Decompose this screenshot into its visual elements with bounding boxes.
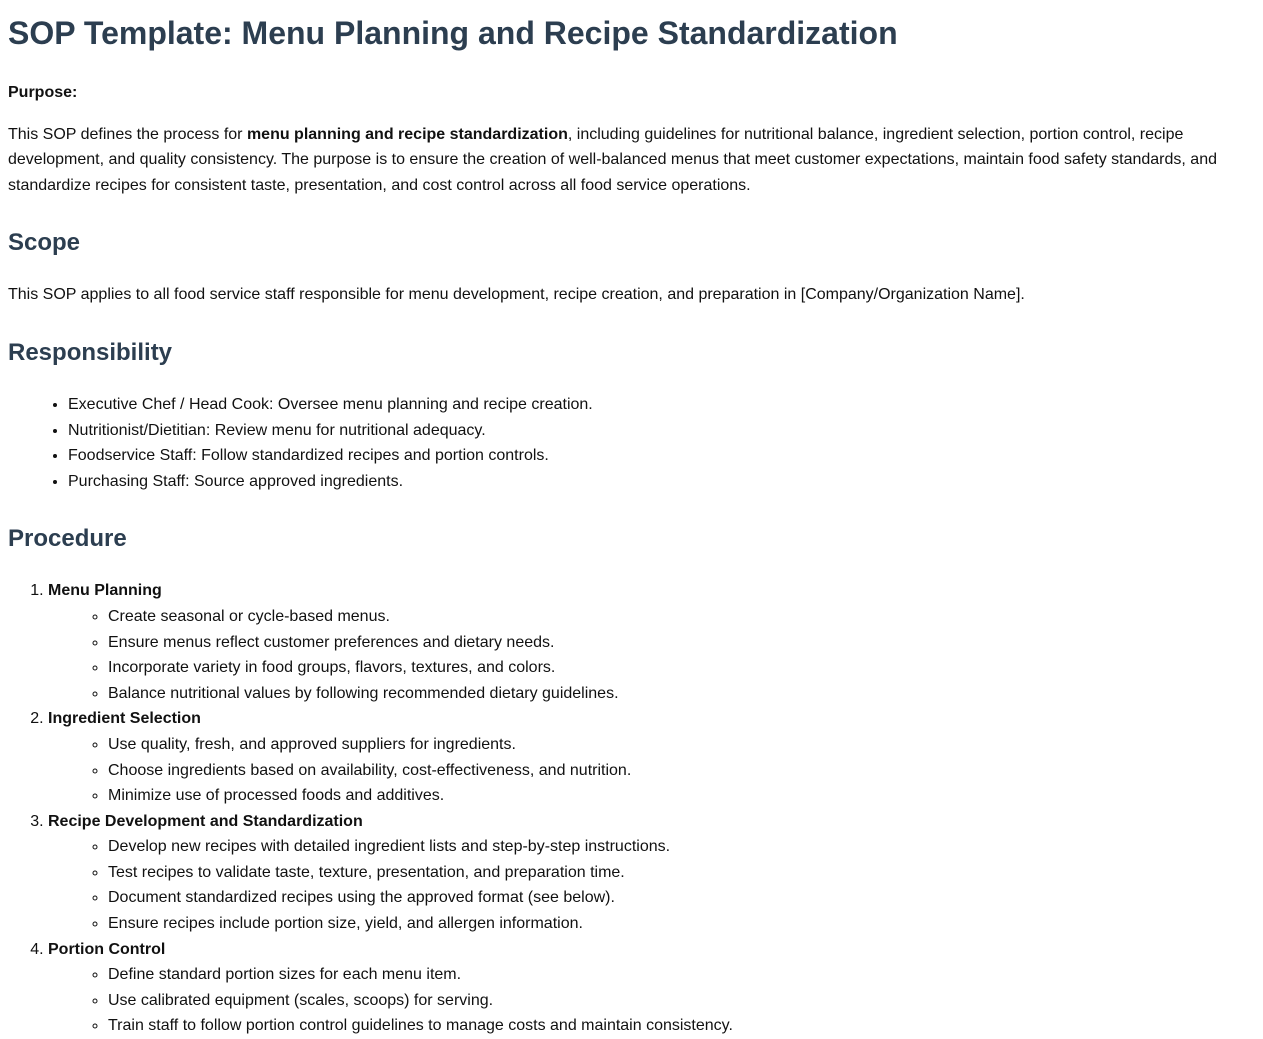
procedure-substep: ◦ Train staff to follow portion control guidelines to manage costs and maintain consistency. (108, 1013, 1255, 1039)
purpose-text (8, 122, 1255, 199)
responsibility-item: • Purchasing Staff: Source approved ingredients. (68, 469, 1255, 495)
scope-heading: Scope (8, 229, 81, 257)
responsibility-item: • Foodservice Staff: Follow standardized recipes and portion controls. (68, 443, 1255, 469)
procedure-substep: ◦ Choose ingredients based on availability, cost-effectiveness, and nutrition. (108, 758, 1255, 784)
responsibility-heading: Responsibility (8, 338, 173, 366)
procedure-step-title: Ingredient Selection (48, 710, 201, 728)
procedure-substep: ◦ Balance nutritional values by following recommended dietary guidelines. (108, 681, 1255, 707)
purpose-text-end: , including guidelines for nutritional balance, ingredient selection, portion control, recipe development, and quality consistency. The purpose is to ensure the creation of well-balanced menus that meet customer expectations, maintain food safety standards, and standardize recipes for consistent taste, presentation, and cost control across all food service operations. (8, 125, 1217, 194)
procedure-substep: ◦ Create seasonal or cycle-based menus. (108, 604, 1255, 630)
procedure-step-title: Menu Planning (48, 582, 162, 600)
purpose-label: Purpose: (8, 84, 78, 101)
procedure-substep: ◦ Define standard portion sizes for each menu item. (108, 962, 1255, 988)
procedure-substep: ◦ Use calibrated equipment (scales, scoops) for serving. (108, 988, 1255, 1014)
procedure-substep-list (48, 834, 1255, 936)
procedure-substep: ◦ Use quality, fresh, and approved suppliers for ingredients. (108, 732, 1255, 758)
purpose-text-start: This SOP defines the process for (8, 125, 247, 143)
procedure-step (48, 578, 1255, 706)
procedure-substep: ◦ Test recipes to validate taste, texture, presentation, and preparation time. (108, 860, 1255, 886)
procedure-substep: ◦ Ensure menus reflect customer preferences and dietary needs. (108, 630, 1255, 656)
procedure-substep: ◦ Ensure recipes include portion size, yield, and allergen information. (108, 911, 1255, 937)
scope-text: This SOP applies to all food service staff responsible for menu development, recipe creation, and preparation in [Company/Organization Name]. (8, 286, 1025, 304)
procedure-step (48, 706, 1255, 808)
procedure-substep: ◦ Document standardized recipes using the approved format (see below). (108, 885, 1255, 911)
purpose-text-bold: menu planning and recipe standardization (246, 125, 568, 143)
procedure-heading: Procedure (8, 525, 127, 553)
procedure-step-title: Portion Control (48, 940, 166, 958)
responsibility-item: • Nutritionist/Dietitian: Review menu for nutritional adequacy. (68, 418, 1255, 444)
procedure-substep-list (48, 732, 1255, 809)
procedure-substep: ◦ Develop new recipes with detailed ingredient lists and step-by-step instructions. (108, 834, 1255, 860)
page-title: SOP Template: Menu Planning and Recipe Standardization (8, 15, 898, 51)
procedure-step-title: Recipe Development and Standardization (48, 812, 363, 830)
document-page (0, 13, 1263, 1039)
procedure-substep: ◦ Minimize use of processed foods and additives. (108, 783, 1255, 809)
procedure-step (48, 937, 1255, 1039)
procedure-substep-list (48, 604, 1255, 706)
procedure-substep-list (48, 962, 1255, 1039)
responsibility-list (8, 392, 1255, 494)
procedure-list (8, 578, 1255, 1039)
responsibility-item: • Executive Chef / Head Cook: Oversee menu planning and recipe creation. (68, 392, 1255, 418)
procedure-step (48, 809, 1255, 937)
procedure-substep: ◦ Incorporate variety in food groups, flavors, textures, and colors. (108, 655, 1255, 681)
